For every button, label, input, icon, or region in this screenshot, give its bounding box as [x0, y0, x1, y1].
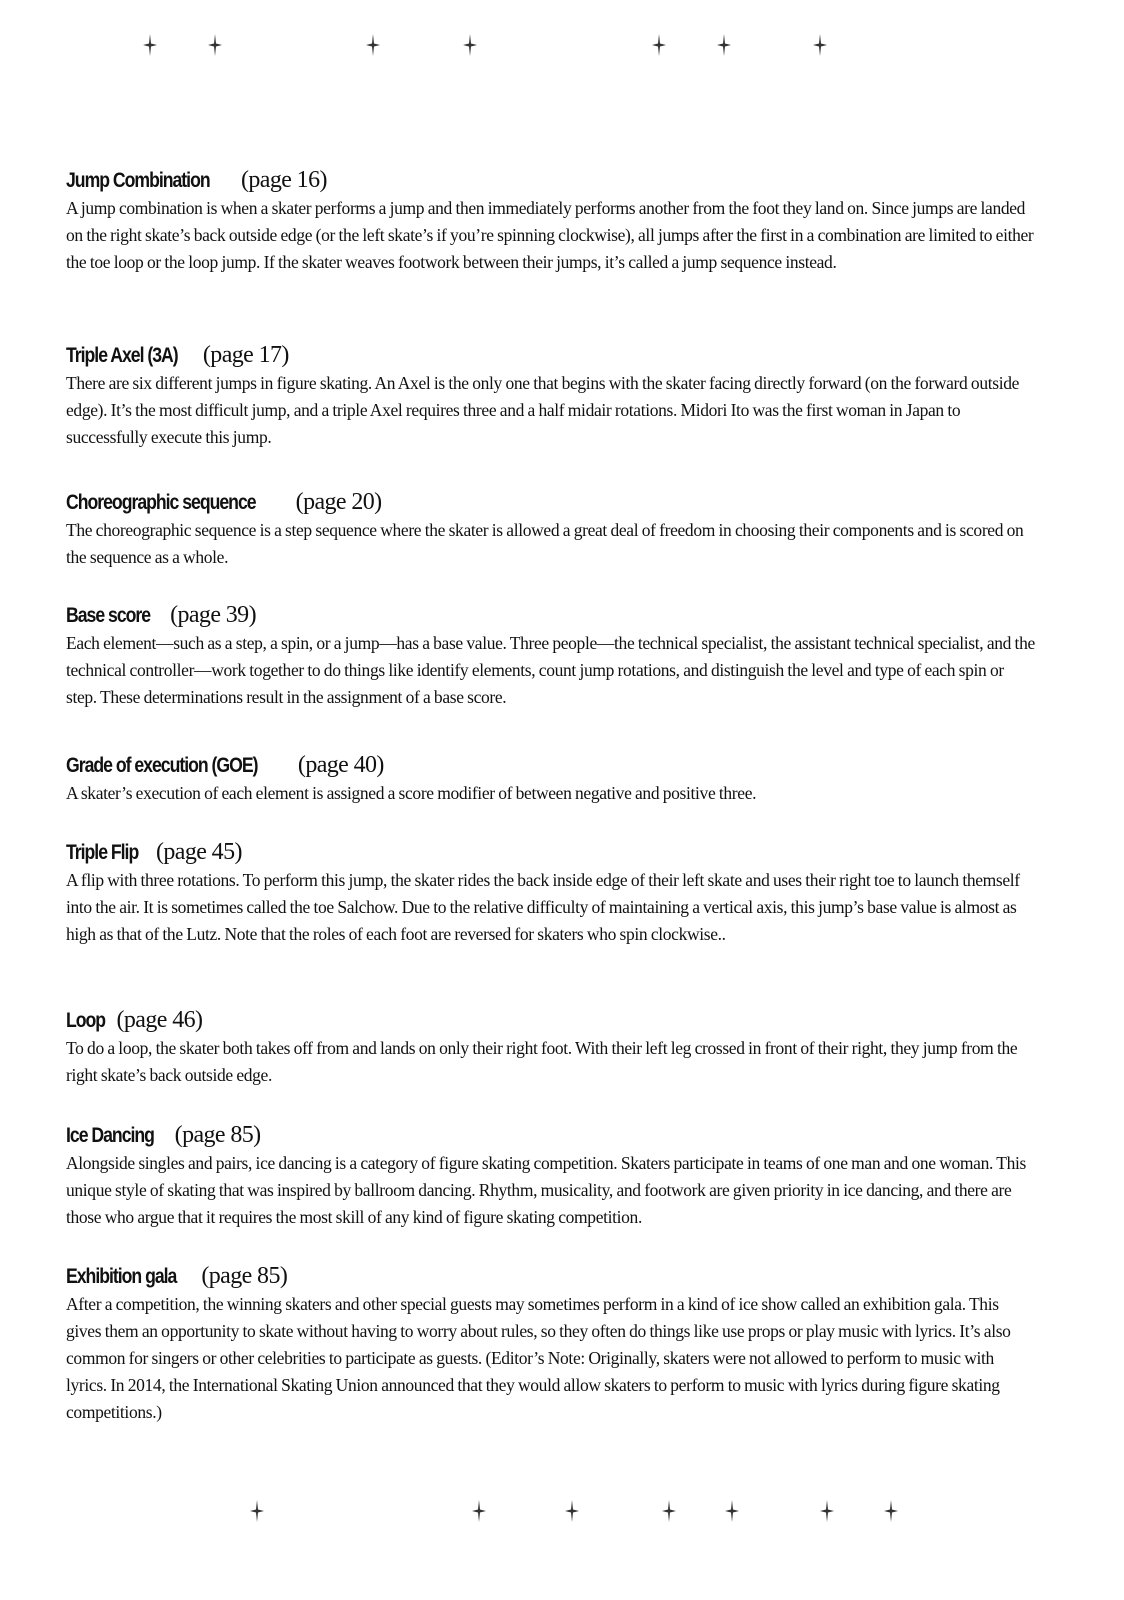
- term-name: Choreographic sequence: [66, 491, 256, 514]
- sparkle-icon: [472, 1500, 486, 1520]
- term-name: Ice Dancing: [66, 1124, 154, 1147]
- glossary-entry: [66, 837, 1036, 948]
- term-name: Loop: [66, 1009, 106, 1032]
- sparkle-icon: [250, 1500, 264, 1520]
- page-reference: (page 40): [297, 752, 384, 778]
- term-definition: The choreographic sequence is a step sequence where the skater is allowed a great deal of freedom in choosing their components and is scored on the sequence as a whole.: [66, 520, 1024, 567]
- sparkle-icon: [820, 1500, 834, 1520]
- glossary-entry: [66, 487, 1036, 571]
- entry-heading: [66, 165, 1036, 195]
- sparkle-icon: [662, 1500, 676, 1520]
- page-reference: (page 46): [116, 1007, 203, 1033]
- term-definition: A flip with three rotations. To perform this jump, the skater rides the back inside edge of their left skate and uses their right toe to launch themself into the air. It is sometimes called the toe Salchow. Due to the relative difficulty of maintaining a vertical axis, this jump’s base value is almost as high as that of the Lutz. Note that the roles of each foot are reversed for skaters who spin clockwise..: [66, 870, 1020, 944]
- entry-heading: [66, 1261, 1036, 1291]
- term-definition: There are six different jumps in figure skating. An Axel is the only one that begins with the skater facing directly forward (on the forward outside edge). It’s the most difficult jump, and a triple Axel requires three and a half midair rotations. Midori Ito was the first woman in Japan to successfully execute this jump.: [66, 373, 1020, 447]
- glossary-entry: [66, 600, 1036, 711]
- entry-heading: [66, 750, 1036, 780]
- term-name: Base score: [66, 604, 151, 627]
- term-definition: After a competition, the winning skaters and other special guests may sometimes perform in a kind of ice show called an exhibition gala. This gives them an opportunity to skate without having to worry about rules, so they often do things like use props or play music with lyrics. It’s also common for singers or other celebrities to participate as guests. (Editor’s Note: Originally, skaters were not allowed to perform to music with lyrics. In 2014, the International Skating Union announced that they would allow skaters to perform to music with lyrics during figure skating competitions.): [66, 1294, 1011, 1422]
- entry-heading: [66, 837, 1036, 867]
- term-definition: Alongside singles and pairs, ice dancing is a category of figure skating competition. Skaters participate in teams of one man and one woman. This unique style of skating that was inspired by ballroom dancing. Rhythm, musicality, and footwork are given priority in ice dancing, and there are those who argue that it requires the most skill of any kind of figure skating competition.: [66, 1153, 1026, 1227]
- glossary-entry: [66, 1261, 1036, 1426]
- term-definition: To do a loop, the skater both takes off from and lands on only their right foot. With their left leg crossed in front of their right, they jump from the right skate’s back outside edge.: [66, 1038, 1018, 1085]
- sparkle-icon: [208, 34, 222, 54]
- sparkle-icon: [725, 1500, 739, 1520]
- bottom-ornament-row: [0, 1500, 1124, 1530]
- top-ornament-row: [0, 34, 1124, 64]
- entry-heading: [66, 1005, 1036, 1035]
- glossary-entry: [66, 1005, 1036, 1089]
- term-definition: A skater’s execution of each element is assigned a score modifier of between negative and positive three.: [66, 783, 757, 803]
- term-name: Jump Combination: [66, 169, 210, 192]
- glossary-entry: [66, 165, 1036, 276]
- term-definition: A jump combination is when a skater performs a jump and then immediately performs another from the foot they land on. Since jumps are landed on the right skate’s back outside edge (or the left skate’s if you’re spinning clockwise), all jumps after the first in a combination are limited to either the toe loop or the loop jump. If the skater weaves footwork between their jumps, it’s called a jump sequence instead.: [66, 198, 1034, 272]
- entry-heading: [66, 340, 1036, 370]
- sparkle-icon: [366, 34, 380, 54]
- term-name: Exhibition gala: [66, 1265, 177, 1288]
- glossary-entry: [66, 750, 1036, 807]
- entry-heading: [66, 1120, 1036, 1150]
- page-reference: (page 39): [170, 602, 256, 628]
- page-reference: (page 17): [202, 342, 289, 368]
- sparkle-icon: [463, 34, 477, 54]
- entry-heading: [66, 487, 1036, 517]
- glossary-entry: [66, 1120, 1036, 1231]
- sparkle-icon: [717, 34, 731, 54]
- page-reference: (page 20): [295, 489, 382, 515]
- sparkle-icon: [143, 34, 157, 54]
- glossary-entry: [66, 340, 1036, 451]
- sparkle-icon: [884, 1500, 898, 1520]
- term-name: Triple Axel (3A): [66, 344, 178, 367]
- sparkle-icon: [565, 1500, 579, 1520]
- page-reference: (page 16): [240, 167, 327, 193]
- term-definition: Each element—such as a step, a spin, or a jump—has a base value. Three people—the technical specialist, the assistant technical specialist, and the technical controller—work together to do things like identify elements, count jump rotations, and distinguish the level and type of each spin or step. These determinations result in the assignment of a base score.: [66, 633, 1035, 707]
- page-reference: (page 85): [201, 1263, 288, 1289]
- sparkle-icon: [813, 34, 827, 54]
- entry-heading: [66, 600, 1036, 630]
- term-name: Grade of execution (GOE): [66, 754, 258, 777]
- page-reference: (page 45): [155, 839, 242, 865]
- term-name: Triple Flip: [66, 841, 139, 864]
- sparkle-icon: [652, 34, 666, 54]
- page-reference: (page 85): [174, 1122, 261, 1148]
